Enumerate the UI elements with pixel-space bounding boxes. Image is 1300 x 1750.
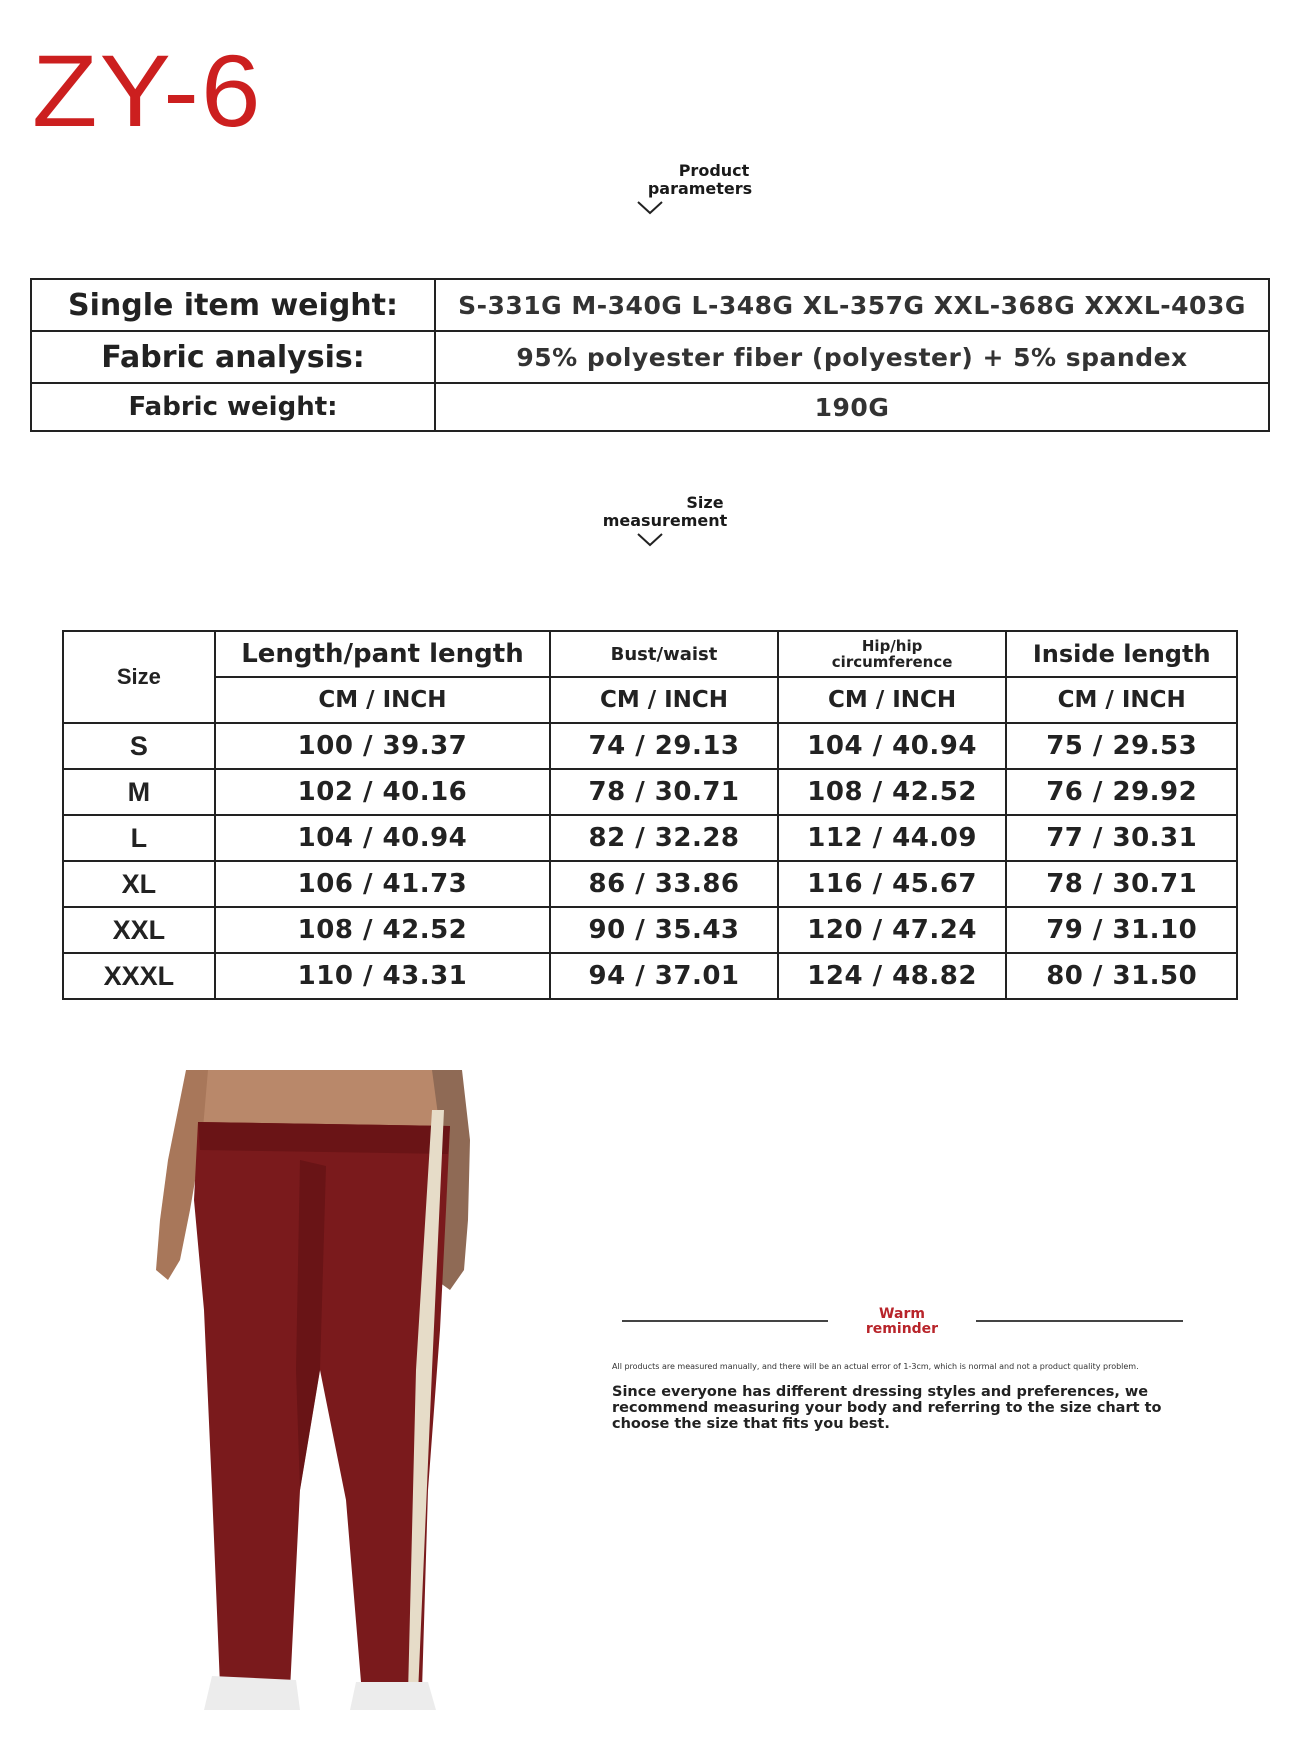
table-row: [63, 861, 1237, 907]
model-code: ZY-6: [32, 34, 263, 148]
param-label: Fabric analysis:: [31, 331, 435, 383]
column-header-inside-length: Inside length: [1006, 631, 1237, 677]
length-cell: 106 / 41.73: [215, 861, 550, 907]
hip-cell: 108 / 42.52: [778, 769, 1007, 815]
product-photo: [150, 1070, 480, 1710]
param-value: S-331G M-340G L-348G XL-357G XXL-368G XXXL-403G: [435, 279, 1269, 331]
inside-length-cell: 75 / 29.53: [1006, 723, 1237, 769]
table-row: [63, 953, 1237, 999]
hip-cell: 116 / 45.67: [778, 861, 1007, 907]
table-unit-row: [63, 677, 1237, 723]
table-row: [63, 769, 1237, 815]
inside-length-cell: 80 / 31.50: [1006, 953, 1237, 999]
size-measurement-table: [62, 630, 1238, 1000]
column-header-waist: Bust/waist: [550, 631, 778, 677]
waist-cell: 90 / 35.43: [550, 907, 778, 953]
length-cell: 100 / 39.37: [215, 723, 550, 769]
length-cell: 110 / 43.31: [215, 953, 550, 999]
section-heading-line: Size: [686, 493, 724, 512]
size-cell: L: [63, 815, 215, 861]
hip-cell: 112 / 44.09: [778, 815, 1007, 861]
column-header-length: Length/pant length: [215, 631, 550, 677]
right-shoe: [350, 1682, 436, 1710]
size-advice-note: Since everyone has different dressing styles and preferences, we recommend measuring your body and referring to the size chart to choose the size that fits you best.: [612, 1384, 1162, 1432]
section-heading-parameters: [620, 162, 780, 216]
left-shoe: [204, 1676, 300, 1710]
size-cell: S: [63, 723, 215, 769]
param-value: 190G: [435, 383, 1269, 431]
section-heading-line: Product: [678, 161, 750, 180]
section-heading-size: [580, 494, 740, 548]
chevron-down-icon: [636, 200, 664, 216]
waist-cell: 82 / 32.28: [550, 815, 778, 861]
param-label: Single item weight:: [31, 279, 435, 331]
hip-cell: 104 / 40.94: [778, 723, 1007, 769]
length-cell: 108 / 42.52: [215, 907, 550, 953]
section-heading-line: measurement: [602, 511, 728, 530]
column-header-hip-line1: Hip/hip: [861, 637, 923, 655]
inside-length-cell: 77 / 30.31: [1006, 815, 1237, 861]
unit-label: CM / INCH: [778, 677, 1007, 723]
table-row: [31, 383, 1269, 431]
torso-skin: [190, 1070, 456, 1130]
table-row: [31, 279, 1269, 331]
table-row: [63, 723, 1237, 769]
table-row: [31, 331, 1269, 383]
param-label: Fabric weight:: [31, 383, 435, 431]
chevron-down-icon: [636, 532, 664, 548]
hip-cell: 120 / 47.24: [778, 907, 1007, 953]
warm-reminder-title: [840, 1307, 964, 1337]
inside-length-cell: 76 / 29.92: [1006, 769, 1237, 815]
waist-cell: 78 / 30.71: [550, 769, 778, 815]
size-cell: XL: [63, 861, 215, 907]
unit-label: CM / INCH: [1006, 677, 1237, 723]
waist-cell: 86 / 33.86: [550, 861, 778, 907]
warm-reminder-line1: Warm: [879, 1306, 925, 1322]
unit-label: CM / INCH: [215, 677, 550, 723]
divider-right: [976, 1320, 1183, 1322]
param-value: 95% polyester fiber (polyester) + 5% spandex: [435, 331, 1269, 383]
inside-length-cell: 78 / 30.71: [1006, 861, 1237, 907]
table-row: [63, 815, 1237, 861]
section-heading-line: parameters: [647, 179, 753, 198]
product-parameters-table: [30, 278, 1270, 432]
measurement-error-note: All products are measured manually, and there will be an actual error of 1-3cm, which is normal and not a product quality problem.: [612, 1362, 1139, 1371]
waist-cell: 74 / 29.13: [550, 723, 778, 769]
hip-cell: 124 / 48.82: [778, 953, 1007, 999]
column-header-hip-line2: circumference: [831, 653, 953, 671]
divider-left: [622, 1320, 828, 1322]
table-row: [63, 907, 1237, 953]
unit-label: CM / INCH: [550, 677, 778, 723]
length-cell: 102 / 40.16: [215, 769, 550, 815]
waist-cell: 94 / 37.01: [550, 953, 778, 999]
size-column-header: Size: [63, 631, 215, 723]
size-cell: XXXL: [63, 953, 215, 999]
warm-reminder-line2: reminder: [865, 1321, 939, 1337]
column-header-hip: [778, 631, 1007, 677]
table-header-row: [63, 631, 1237, 677]
size-cell: M: [63, 769, 215, 815]
size-cell: XXL: [63, 907, 215, 953]
waistband: [198, 1122, 450, 1154]
inside-length-cell: 79 / 31.10: [1006, 907, 1237, 953]
length-cell: 104 / 40.94: [215, 815, 550, 861]
